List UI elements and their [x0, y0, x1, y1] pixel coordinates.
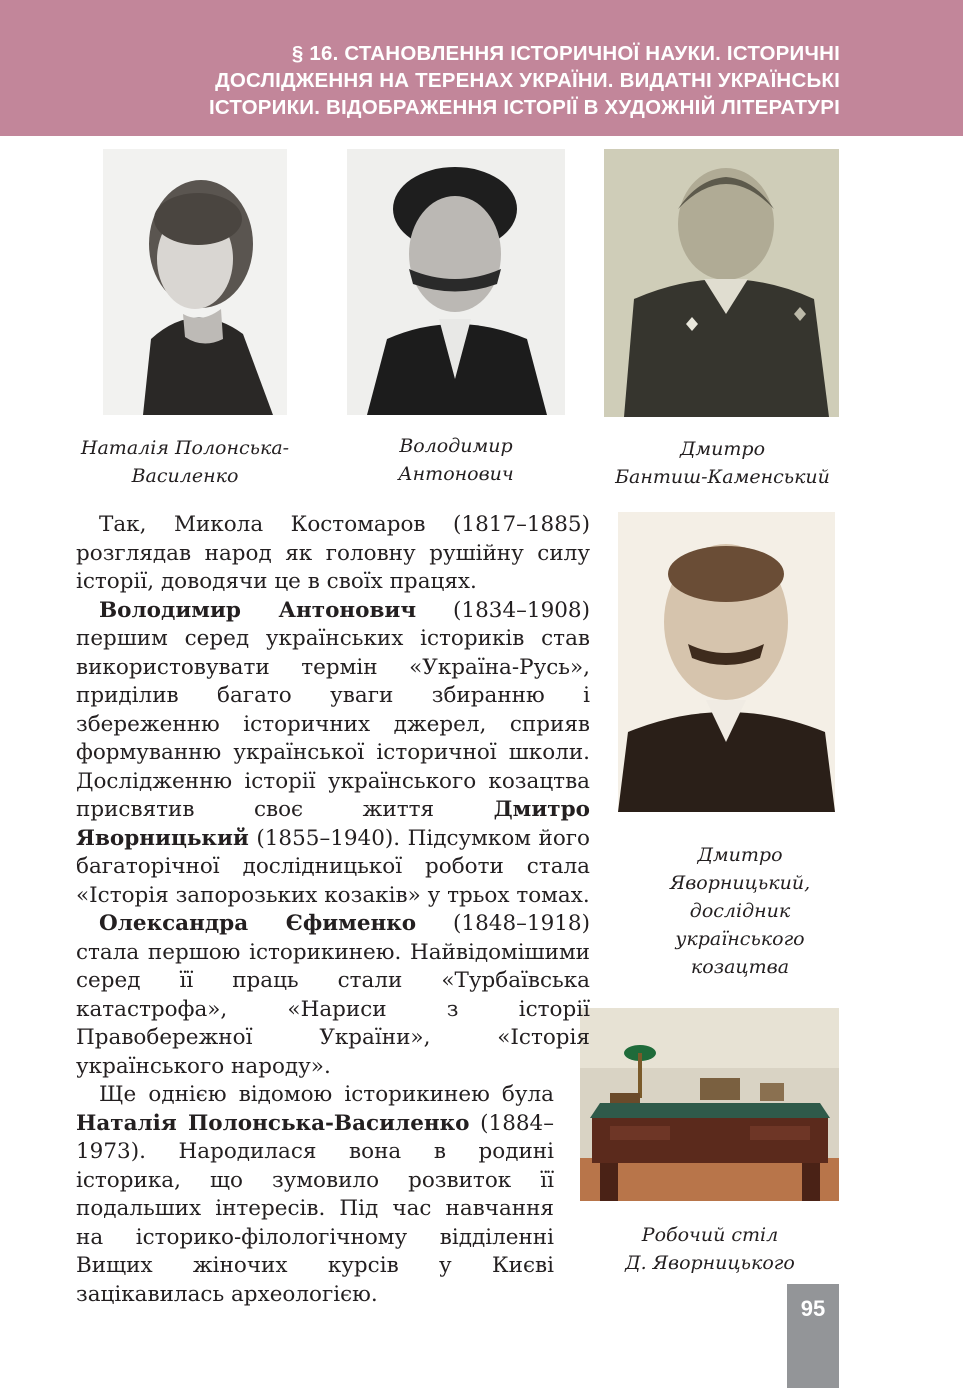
paragraph-text: (1834–1908) першим серед українських істориків став використовувати термін «Україна-Русь», приділив багато уваги збиранню і збереженню історичних джерел, сприяв формуванню української історичної школи. Дослідженню історії українського козацтва присвятив своє життя — [76, 597, 590, 822]
portrait-polonska-vasylenko — [103, 149, 287, 415]
caption-yavornytskyi — [640, 841, 840, 981]
name-antonovych: Володимир Антонович — [99, 597, 417, 623]
paragraph-yefymenko — [76, 910, 590, 1081]
paragraph-text: (1884–1973). Народилася вона в родині історика, що зумовило розвиток її подальших інтересів. Під час навчання на історико-філологічному відділенні Вищих жіночих курсів у Києві зацікавилась археологією. — [76, 1110, 554, 1307]
paragraph-text: (1848–1918) стала першою історикинею. Найвідомішими серед її праць стали «Турбаївська катастрофа», «Нариси з історії Правобережної України», «Історія українського народу». — [76, 911, 591, 1079]
portrait-bantysh-kamenskyi — [604, 149, 839, 417]
portrait-antonovych — [347, 149, 565, 415]
caption-antonovych — [356, 432, 556, 488]
page-number-tab — [787, 1284, 839, 1388]
caption-line: українського — [675, 928, 805, 950]
caption-line: Наталія Полонська- — [80, 437, 290, 459]
caption-line: Василенко — [131, 465, 239, 487]
chapter-header — [0, 0, 963, 136]
name-yavornytskyi: Дмитро Яворницький — [76, 797, 590, 851]
name-yefymenko: Олександра Єфименко — [99, 911, 417, 936]
paragraph-kostomarov — [76, 511, 590, 597]
paragraph-antonovych — [76, 597, 590, 911]
name-polonska-vasylenko: Наталія Полонська-Василенко — [76, 1110, 470, 1136]
caption-polonska-vasylenko — [60, 434, 310, 490]
portrait-yavornytskyi — [618, 512, 835, 812]
caption-line: Володимир — [399, 435, 513, 457]
paragraph-polonska — [76, 1081, 554, 1309]
caption-line: Д. Яворницького — [625, 1252, 795, 1274]
caption-line: Бантиш-Каменський — [615, 466, 830, 488]
chapter-title-line: ДОСЛІДЖЕННЯ НА ТЕРЕНАХ УКРАЇНИ. ВИДАТНІ УКРАЇНСЬКІ — [215, 69, 840, 92]
paragraph-text: Так, Микола Костомаров (1817–1885) розглядав народ як головну рушійну силу історії, доводячи це в своїх працях. — [76, 512, 590, 594]
caption-line: Дмитро — [697, 844, 783, 866]
paragraph-text: (1855–1940). Підсумком його багаторічної дослідницької роботи стала «Історія запорозьких козаків» у трьох томах. — [76, 825, 590, 908]
caption-line: козацтва — [690, 956, 790, 978]
chapter-title-line: ІСТОРИКИ. ВІДОБРАЖЕННЯ ІСТОРІЇ В ХУДОЖНІЙ ЛІТЕРАТУРІ — [209, 96, 840, 119]
chapter-title-line: § 16. СТАНОВЛЕННЯ ІСТОРИЧНОЇ НАУКИ. ІСТОРИЧНІ — [291, 42, 840, 65]
main-text — [76, 511, 590, 1309]
caption-desk — [600, 1221, 820, 1277]
caption-line: Робочий стіл — [641, 1224, 779, 1246]
caption-line: дослідник — [689, 900, 791, 922]
photo-yavornytskyi-desk — [580, 1008, 839, 1201]
caption-line: Дмитро — [679, 438, 766, 460]
caption-bantysh-kamenskyi — [600, 435, 845, 491]
page-number: 95 — [800, 1296, 826, 1321]
chapter-title — [60, 40, 840, 121]
caption-line: Яворницький, — [669, 872, 811, 894]
paragraph-text: Ще однією відомою історикинею була — [99, 1082, 554, 1107]
caption-line: Антонович — [398, 463, 514, 485]
